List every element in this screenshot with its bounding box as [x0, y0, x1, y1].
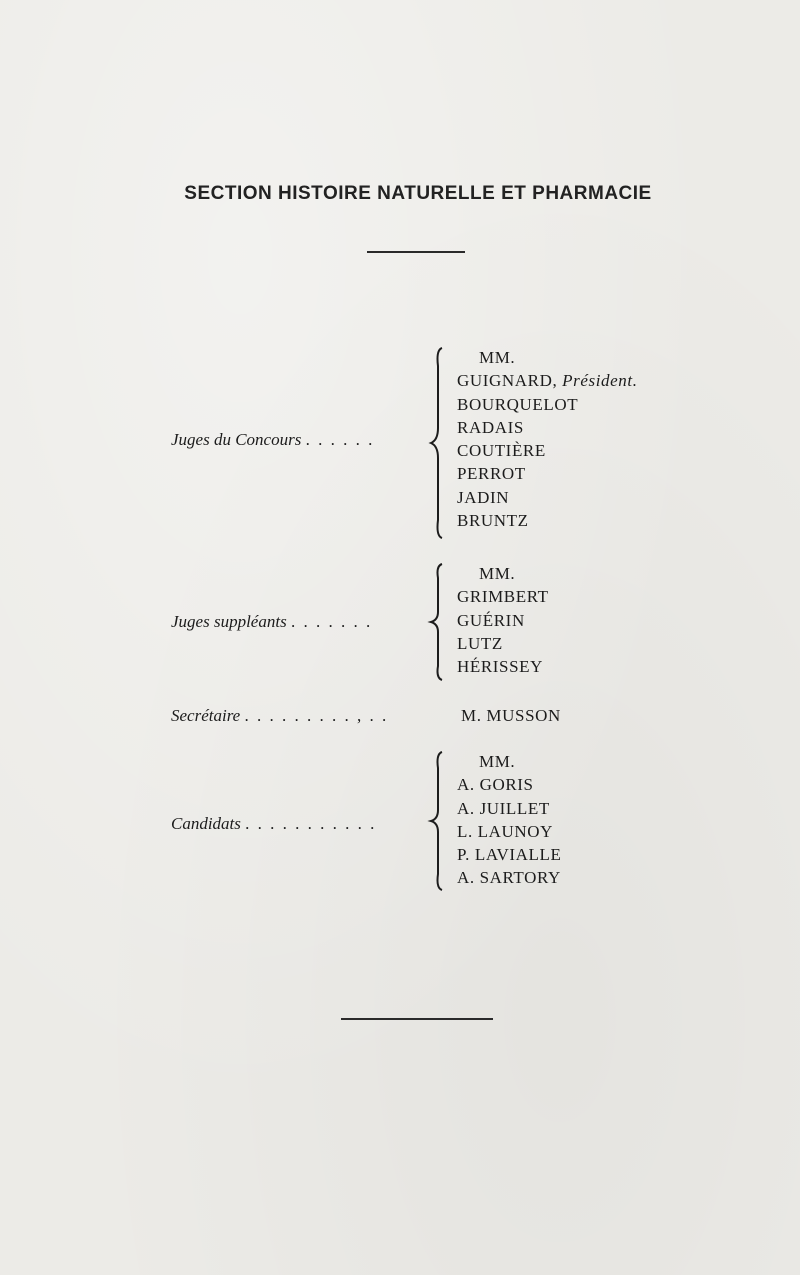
list-item: LUTZ — [457, 633, 503, 653]
secretaire-label-text: Secrétaire — [171, 706, 241, 725]
list-item: L. LAUNOY — [457, 821, 554, 841]
mm-heading: MM. — [479, 752, 516, 771]
president-title: Président. — [562, 371, 638, 391]
leader-dots: . . . . . . . . . , . . — [244, 706, 389, 725]
top-divider — [367, 251, 465, 253]
list-item: JADIN — [457, 487, 510, 507]
list-item: HÉRISSEY — [457, 657, 544, 677]
juges-concours-label — [171, 430, 374, 450]
candidats-names — [457, 750, 562, 890]
brace — [426, 346, 448, 540]
candidats-label — [171, 814, 376, 834]
list-item — [457, 369, 638, 392]
bottom-divider — [341, 1018, 493, 1020]
juges-concours-names — [457, 346, 638, 532]
juges-suppleants-label — [171, 612, 372, 632]
juges-concours-label-text: Juges du Concours — [171, 430, 302, 449]
list-item: BOURQUELOT — [457, 394, 579, 414]
president-name: GUIGNARD, — [457, 371, 558, 391]
list-item: GUÉRIN — [457, 610, 525, 630]
secretaire-name: M. MUSSON — [461, 706, 561, 725]
list-item: RADAIS — [457, 417, 524, 437]
list-item: GRIMBERT — [457, 587, 549, 607]
candidats-label-text: Candidats — [171, 814, 241, 833]
brace — [426, 562, 448, 682]
mm-heading: MM. — [479, 564, 516, 583]
list-item: A. JUILLET — [457, 798, 550, 818]
list-item: BRUNTZ — [457, 511, 529, 531]
mm-heading: MM. — [479, 348, 516, 367]
secretaire-label — [171, 706, 388, 726]
brace — [426, 750, 448, 892]
juges-suppleants-label-text: Juges suppléants — [171, 612, 287, 631]
section-title: SECTION HISTOIRE NATURELLE ET PHARMACIE — [184, 183, 652, 204]
list-item: P. LAVIALLE — [457, 845, 562, 865]
list-item: A. GORIS — [457, 775, 534, 795]
list-item: COUTIÈRE — [457, 441, 546, 461]
leader-dots: . . . . . . — [305, 430, 375, 449]
leader-dots: . . . . . . . — [290, 612, 373, 631]
list-item: PERROT — [457, 464, 526, 484]
list-item: A. SARTORY — [457, 868, 561, 888]
juges-suppleants-names — [457, 562, 549, 678]
leader-dots: . . . . . . . . . . . — [245, 814, 377, 833]
